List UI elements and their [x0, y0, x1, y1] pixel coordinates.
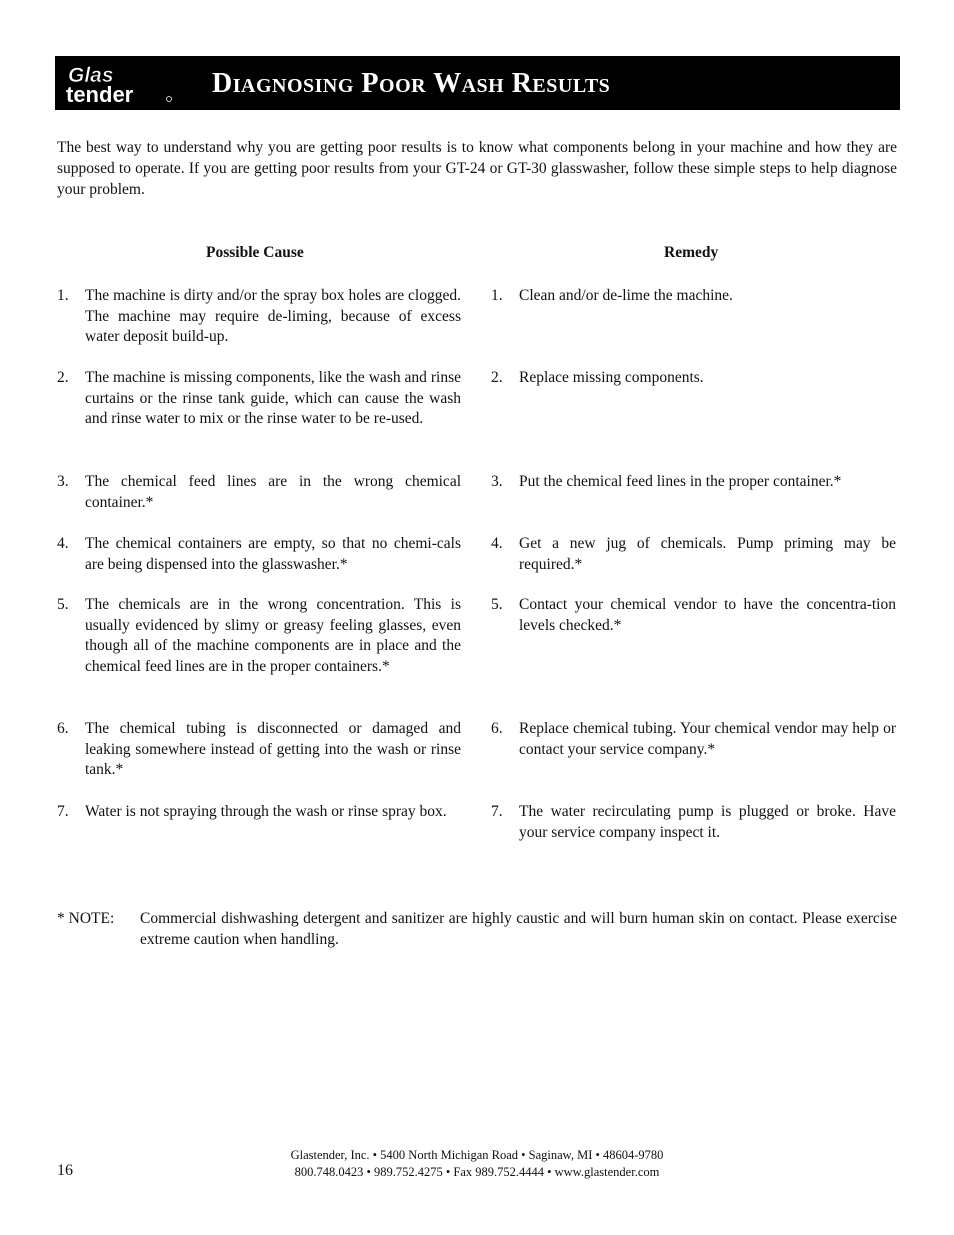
remedy-text: Replace missing components. — [519, 369, 704, 386]
page-title: Diagnosing Poor Wash Results — [212, 68, 611, 99]
item-number: 5. — [491, 596, 503, 613]
item-number: 2. — [491, 369, 503, 386]
note-label: * NOTE: — [57, 910, 115, 927]
item-number: 6. — [57, 720, 69, 737]
cause-text: The chemicals are in the wrong concentration. This is usually evidenced by slimy or greasy feeling glasses, even though all of the machine components are in place and the chemical feed lines are in the proper containers.* — [85, 596, 461, 675]
cause-text: Water is not spraying through the wash or rinse spray box. — [85, 803, 447, 820]
item-number: 1. — [491, 287, 503, 304]
item-number: 7. — [491, 803, 503, 820]
item-number: 7. — [57, 803, 69, 820]
remedy-text: Replace chemical tubing. Your chemical vendor may help or contact your service company.* — [519, 720, 896, 758]
glastender-logo — [64, 61, 176, 105]
svg-text:Glas: Glas — [68, 64, 114, 87]
remedy-header: Remedy — [664, 244, 719, 261]
item-number: 5. — [57, 596, 69, 613]
cause-text: The chemical feed lines are in the wrong chemical container.* — [85, 473, 461, 511]
item-number: 4. — [57, 535, 69, 552]
svg-text:tender: tender — [66, 82, 134, 105]
cause-text: The machine is dirty and/or the spray box holes are clogged. The machine may require de-liming, because of excess water deposit build-up. — [85, 287, 461, 346]
page-number: 16 — [57, 1162, 73, 1179]
company-footer — [200, 1147, 754, 1181]
cause-text: The machine is missing components, like the wash and rinse curtains or the rinse tank guide, which can cause the wash and rinse water to mix or the rinse water to be re-used. — [85, 369, 461, 428]
item-number: 2. — [57, 369, 69, 386]
cause-text: The chemical tubing is disconnected or damaged and leaking somewhere instead of getting into the wash or rinse tank.* — [85, 720, 461, 779]
footer-contact: 800.748.0423 • 989.752.4275 • Fax 989.752.4444 • www.glastender.com — [294, 1165, 660, 1179]
item-number: 3. — [491, 473, 503, 490]
note-text: Commercial dishwashing detergent and sanitizer are highly caustic and will burn human skin on contact. Please exercise extreme caution when handling. — [140, 910, 897, 948]
cause-text: The chemical containers are empty, so that no chemi-cals are being dispensed into the glasswasher.* — [85, 535, 461, 573]
footer-address: Glastender, Inc. • 5400 North Michigan Road • Saginaw, MI • 48604-9780 — [290, 1148, 664, 1162]
remedy-text: Contact your chemical vendor to have the concentra-tion levels checked.* — [519, 596, 896, 634]
remedy-text: Put the chemical feed lines in the proper container.* — [519, 473, 842, 490]
page-header — [55, 56, 900, 110]
item-number: 1. — [57, 287, 69, 304]
remedy-text: Get a new jug of chemicals. Pump priming may be required.* — [519, 535, 896, 573]
remedy-text: The water recirculating pump is plugged or broke. Have your service company inspect it. — [519, 803, 896, 841]
remedy-text: Clean and/or de-lime the machine. — [519, 287, 733, 304]
item-number: 6. — [491, 720, 503, 737]
item-number: 3. — [57, 473, 69, 490]
item-number: 4. — [491, 535, 503, 552]
intro-paragraph: The best way to understand why you are getting poor results is to know what components belong in your machine and how they are supposed to operate. If you are getting poor results from your GT-24 or GT-30 glasswasher, follow these simple steps to help diagnose your problem. — [57, 139, 897, 198]
possible-cause-header: Possible Cause — [206, 244, 304, 261]
